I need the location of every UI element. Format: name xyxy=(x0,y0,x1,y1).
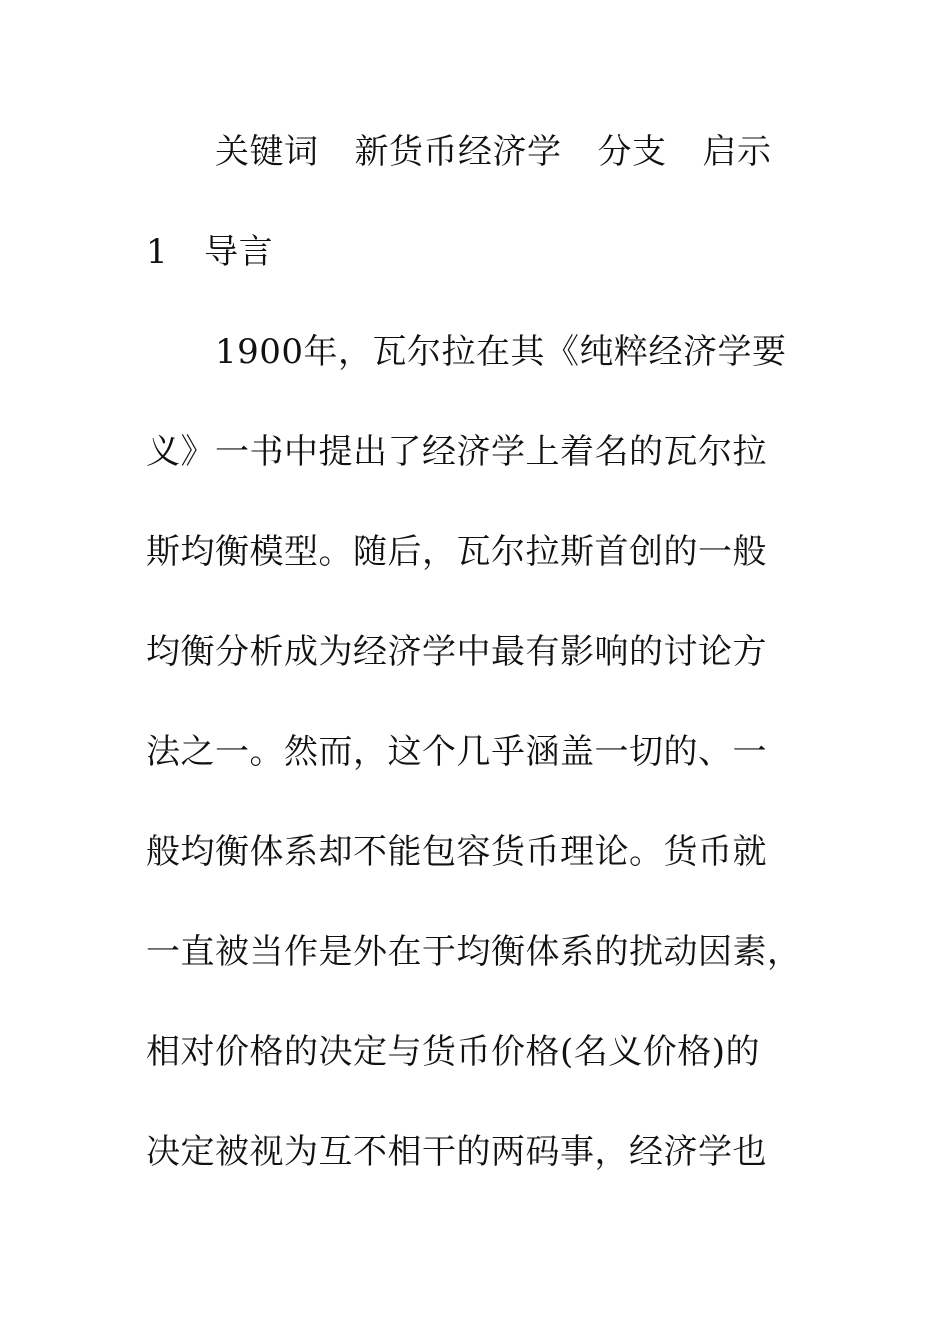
paragraph-line-8: 相对价格的决定与货币价格(名义价格)的 xyxy=(146,1032,761,1072)
keyword-1: 新货币经济学 xyxy=(354,132,562,172)
keywords-label: 关键词 xyxy=(215,132,319,172)
paragraph-line-1: 1900年，瓦尔拉在其《纯粹经济学要 xyxy=(215,332,787,372)
keyword-3: 启示 xyxy=(702,132,772,172)
paragraph-line-4: 均衡分析成为经济学中最有影响的讨论方 xyxy=(146,632,767,672)
keyword-2: 分支 xyxy=(597,132,667,172)
section-number: 1 xyxy=(146,232,169,272)
paragraph-line-2: 义》一书中提出了经济学上着名的瓦尔拉 xyxy=(146,432,767,472)
paragraph-line-5: 法之一。然而，这个几乎涵盖一切的、一 xyxy=(146,732,767,772)
paragraph-line-3: 斯均衡模型。随后，瓦尔拉斯首创的一般 xyxy=(146,532,767,572)
section-heading xyxy=(146,232,273,272)
paragraph-line-7: 一直被当作是外在于均衡体系的扰动因素， xyxy=(146,932,802,972)
paragraph-line-9: 决定被视为互不相干的两码事，经济学也 xyxy=(146,1132,767,1172)
section-title: 导言 xyxy=(204,232,274,272)
keywords-line xyxy=(215,132,772,172)
paragraph-line-6: 般均衡体系却不能包容货币理论。货币就 xyxy=(146,832,767,872)
